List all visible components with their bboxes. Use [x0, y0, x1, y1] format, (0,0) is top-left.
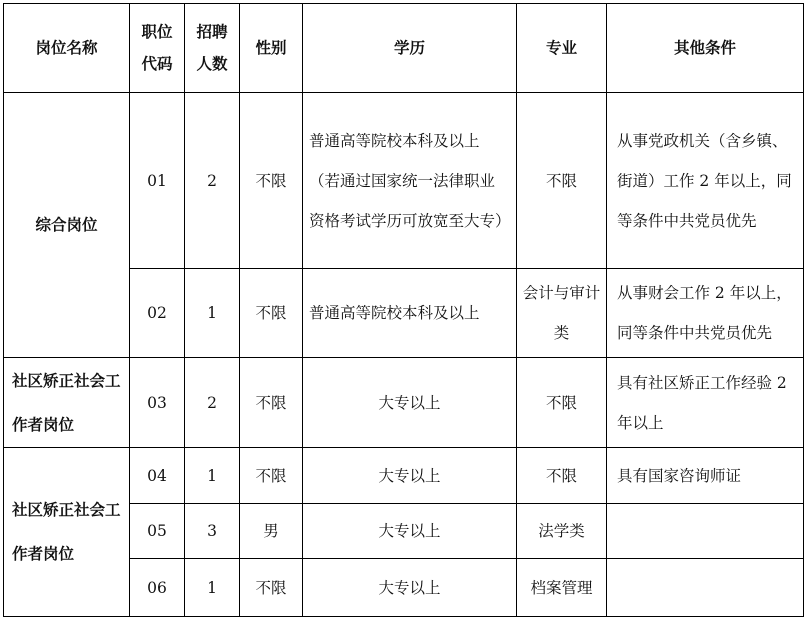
gender-cell: 不限 — [240, 358, 303, 448]
header-gender: 性别 — [240, 4, 303, 93]
other-conditions-cell — [607, 559, 804, 617]
other-conditions-cell: 从事党政机关（含乡镇、街道）工作 2 年以上，同等条件中共党员优先 — [607, 93, 804, 269]
education-cell: 大专以上 — [303, 504, 517, 559]
count-cell: 3 — [185, 504, 240, 559]
other-conditions-cell: 具有国家咨询师证 — [607, 448, 804, 504]
other-conditions-cell — [607, 504, 804, 559]
code-cell: 05 — [130, 504, 185, 559]
header-other-conditions: 其他条件 — [607, 4, 804, 93]
header-position-code — [130, 4, 185, 93]
other-conditions-cell: 从事财会工作 2 年以上，同等条件中共党员优先 — [607, 269, 804, 358]
header-major: 专业 — [517, 4, 607, 93]
count-cell: 1 — [185, 269, 240, 358]
gender-cell: 不限 — [240, 559, 303, 617]
major-cell: 不限 — [517, 448, 607, 504]
header-position-name: 岗位名称 — [4, 4, 130, 93]
count-cell: 1 — [185, 559, 240, 617]
count-cell: 1 — [185, 448, 240, 504]
table-row — [4, 93, 804, 269]
education-cell: 大专以上 — [303, 559, 517, 617]
major-cell: 会计与审计类 — [517, 269, 607, 358]
major-cell: 不限 — [517, 93, 607, 269]
header-count-line1: 招聘 — [196, 22, 228, 41]
other-conditions-cell: 具有社区矫正工作经验 2 年以上 — [607, 358, 804, 448]
major-cell: 档案管理 — [517, 559, 607, 617]
code-cell: 04 — [130, 448, 185, 504]
major-cell: 不限 — [517, 358, 607, 448]
table-row — [4, 358, 804, 448]
code-cell: 03 — [130, 358, 185, 448]
header-education: 学历 — [303, 4, 517, 93]
gender-cell: 不限 — [240, 269, 303, 358]
gender-cell: 不限 — [240, 448, 303, 504]
education-cell: 大专以上 — [303, 448, 517, 504]
header-code-line2: 代码 — [141, 54, 173, 73]
education-cell: 大专以上 — [303, 358, 517, 448]
gender-cell: 男 — [240, 504, 303, 559]
header-hire-count — [185, 4, 240, 93]
code-cell: 02 — [130, 269, 185, 358]
header-count-line2: 人数 — [196, 54, 228, 73]
recruitment-table — [3, 3, 804, 617]
count-cell: 2 — [185, 93, 240, 269]
education-cell: 普通高等院校本科及以上 — [303, 269, 517, 358]
education-cell: 普通高等院校本科及以上（若通过国家统一法律职业资格考试学历可放宽至大专） — [303, 93, 517, 269]
position-name-cell: 社区矫正社会工作者岗位 — [4, 358, 130, 448]
code-cell: 01 — [130, 93, 185, 269]
major-cell: 法学类 — [517, 504, 607, 559]
gender-cell: 不限 — [240, 93, 303, 269]
code-cell: 06 — [130, 559, 185, 617]
position-name-cell: 社区矫正社会工作者岗位 — [4, 448, 130, 617]
count-cell: 2 — [185, 358, 240, 448]
position-name-cell: 综合岗位 — [4, 93, 130, 358]
header-row — [4, 4, 804, 93]
header-code-line1: 职位 — [141, 22, 173, 41]
table-row — [4, 448, 804, 504]
